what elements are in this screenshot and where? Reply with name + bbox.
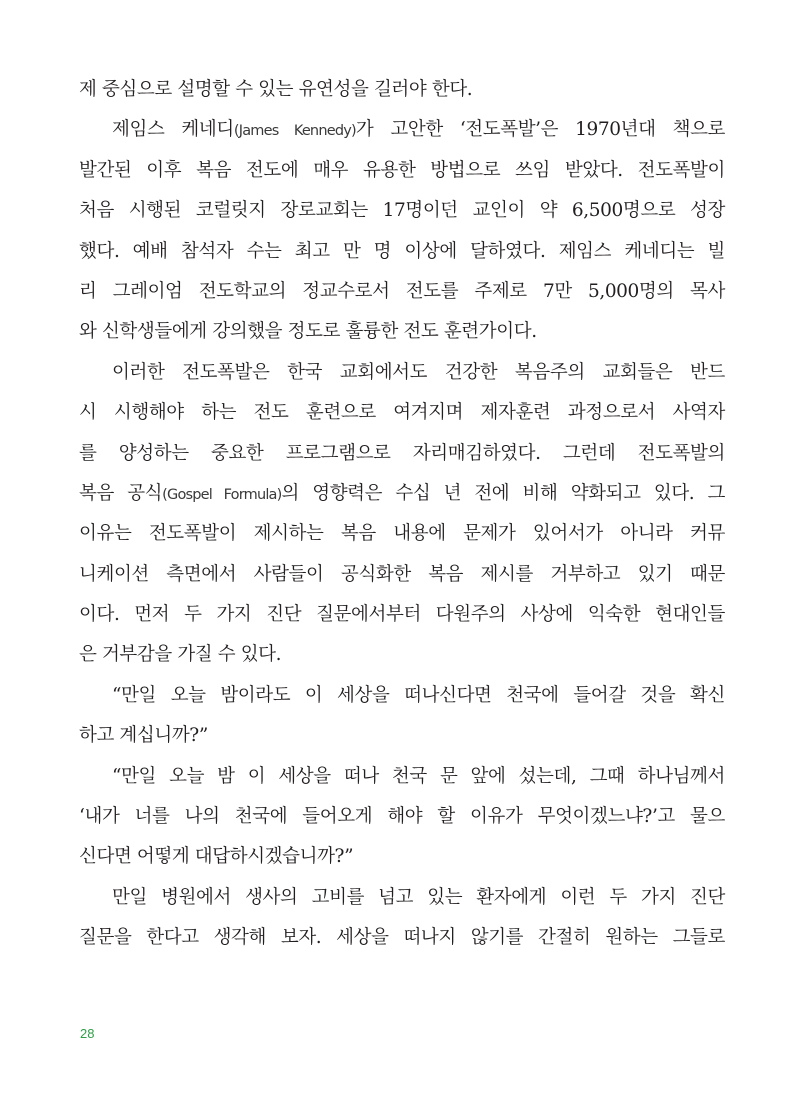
text-line: 했다. 예배 참석자 수는 최고 만 명 이상에 달하였다. 제임스 케네디는 빌 [79, 240, 725, 262]
text-line: 이러한 전도폭발은 한국 교회에서도 건강한 복음주의 교회들은 반드 [112, 361, 725, 383]
text-segment: 의 영향력은 수십 년 전에 비해 약화되고 있다. 그 [281, 482, 726, 504]
latin-term: (Gospel Formula) [162, 486, 282, 503]
text-line: 하고 계십니까?” [79, 725, 208, 747]
body-text [79, 70, 725, 959]
text-line: 리 그레이엄 전도학교의 정교수로서 전도를 주제로 7만 5,000명의 목사 [79, 280, 725, 302]
text-line: 은 거부감을 가질 수 있다. [79, 644, 282, 666]
text-segment: 제임스 케네디 [112, 119, 234, 141]
text-line: “만일 오늘 밤 이 세상을 떠나 천국 문 앞에 섰는데, 그때 하나님께서 [112, 765, 725, 787]
text-line: “만일 오늘 밤이라도 이 세상을 떠나신다면 천국에 들어갈 것을 확신 [112, 684, 725, 706]
text-line: 만일 병원에서 생사의 고비를 넘고 있는 환자에게 이런 두 가지 진단 [112, 886, 725, 908]
text-line: 이유는 전도폭발이 제시하는 복음 내용에 문제가 있어서가 아니라 커뮤 [79, 523, 725, 545]
text-line [79, 474, 725, 514]
text-line: ‘내가 너를 나의 천국에 들어오게 해야 할 이유가 무엇이겠느냐?’고 물으 [79, 806, 725, 828]
text-line: 니케이션 측면에서 사람들이 공식화한 복음 제시를 거부하고 있기 때문 [79, 563, 725, 585]
text-line: 신다면 어떻게 대답하시겠습니까?” [79, 846, 354, 868]
text-line: 이다. 먼저 두 가지 진단 질문에서부터 다원주의 사상에 익숙한 현대인들 [79, 604, 725, 626]
text-segment: 가 고안한 ‘전도폭발’은 1970년대 책으로 [355, 119, 726, 141]
text-line: 발간된 이후 복음 전도에 매우 유용한 방법으로 쓰임 받았다. 전도폭발이 [79, 159, 725, 181]
latin-name: (James Kennedy) [233, 123, 356, 140]
text-line: 를 양성하는 중요한 프로그램으로 자리매김하였다. 그런데 전도폭발의 [79, 442, 725, 464]
text-line: 시 시행해야 하는 전도 훈련으로 여겨지며 제자훈련 과정으로서 사역자 [79, 402, 725, 424]
text-line [79, 110, 725, 150]
text-line: 질문을 한다고 생각해 보자. 세상을 떠나지 않기를 간절히 원하는 그들로 [79, 927, 725, 949]
text-segment: 복음 공식 [79, 482, 163, 504]
text-line: 제 중심으로 설명할 수 있는 유연성을 길러야 한다. [79, 79, 473, 100]
page-number: 28 [80, 1026, 95, 1041]
text-line: 처음 시행된 코럴릿지 장로교회는 17명이던 교인이 약 6,500명으로 성장 [79, 200, 725, 222]
text-line: 와 신학생들에게 강의했을 정도로 훌륭한 전도 훈련가이다. [79, 321, 537, 343]
